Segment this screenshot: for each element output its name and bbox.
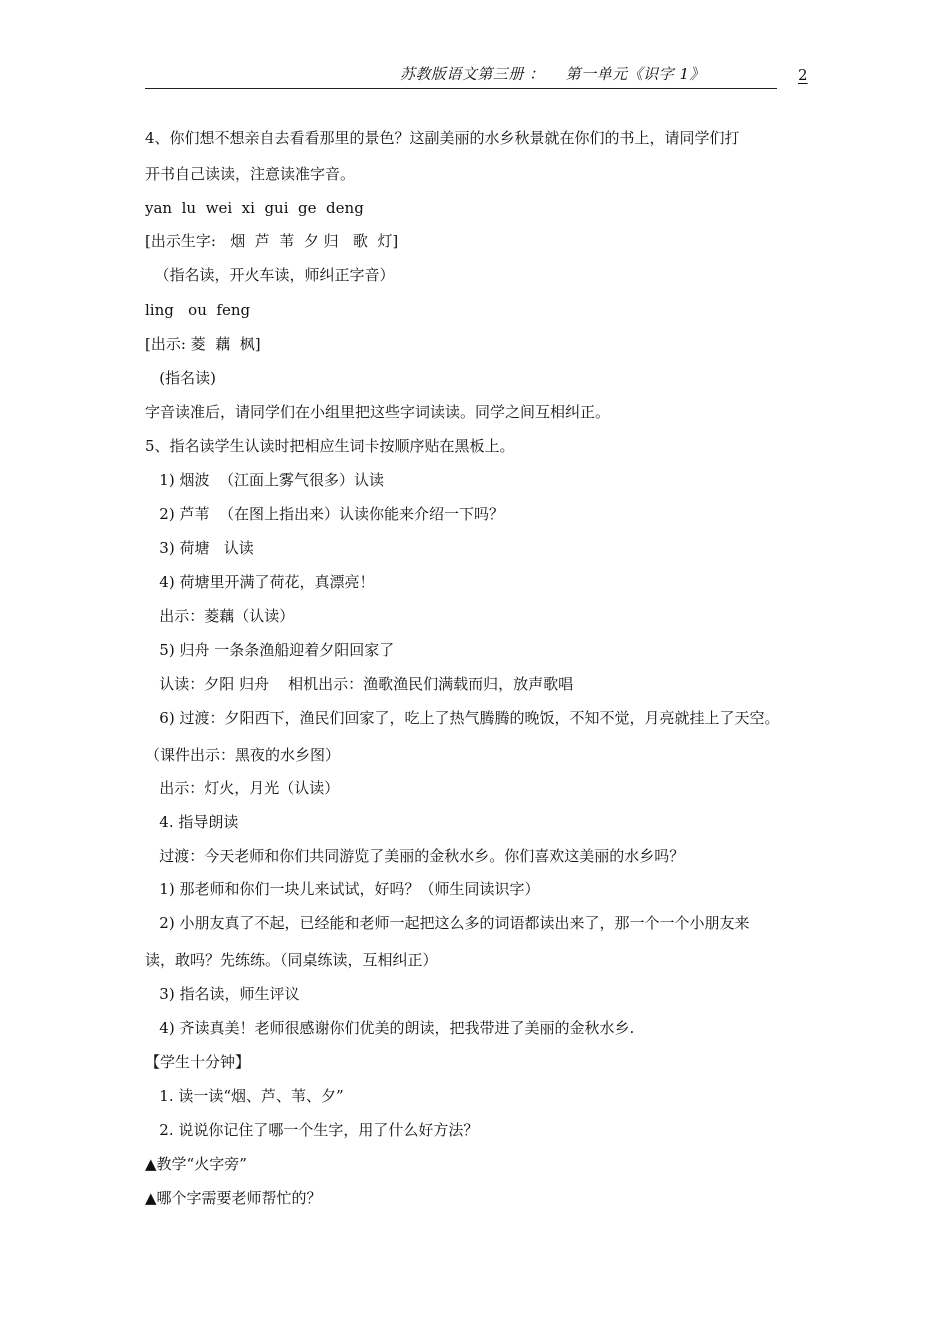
text-line: 4、你们想不想亲自去看看那里的景色？这副美丽的水乡秋景就在你们的书上，请同学们打 xyxy=(145,129,740,147)
text-line: ▲教学“火字旁” xyxy=(145,1155,247,1173)
text-line: ▲哪个字需要老师帮忙的？ xyxy=(145,1189,322,1207)
text-line: 开书自己读读，注意读准字音。 xyxy=(145,165,356,183)
page-number: 2 xyxy=(798,66,808,84)
text-line: 出示：菱藕（认读） xyxy=(145,607,295,625)
text-line: 字音读准后，请同学们在小组里把这些字词读读。同学之间互相纠正。 xyxy=(145,403,611,421)
list-item: 5) 归舟 一条条渔船迎着夕阳回家了 xyxy=(145,641,395,659)
list-item: 4) 荷塘里开满了荷花，真漂亮！ xyxy=(145,573,375,591)
text-line: 4. 指导朗读 xyxy=(145,813,239,831)
text-line: （课件出示：黑夜的水乡图） xyxy=(145,746,341,764)
text-line: 5、指名读学生认读时把相应生词卡按顺序贴在黑板上。 xyxy=(145,437,515,455)
list-item: 3) 指名读，师生评议 xyxy=(145,985,300,1003)
list-item: 6) 过渡：夕阳西下，渔民们回家了，吃上了热气腾腾的晚饭，不知不觉，月亮就挂上了天空。 xyxy=(145,709,780,727)
list-item: 2) 芦苇 （在图上指出来）认读你能来介绍一下吗？ xyxy=(145,505,505,523)
page-header xyxy=(145,62,777,89)
list-item: 1) 烟波 （江面上雾气很多）认读 xyxy=(145,471,385,489)
header-title: 苏教版语文第三册 ： 第一单元《识字 1》 xyxy=(399,65,705,83)
list-item: 4) 齐读真美！老师很感谢你们优美的朗读，把我带进了美丽的金秋水乡. xyxy=(145,1019,635,1037)
text-line: (指名读) xyxy=(145,369,217,387)
text-line: 过渡：今天老师和你们共同游览了美丽的金秋水乡。你们喜欢这美丽的水乡吗？ xyxy=(145,847,685,865)
section-heading: 【学生十分钟】 xyxy=(145,1053,251,1071)
list-item: 3) 荷塘 认读 xyxy=(145,539,254,557)
text-line: [出示: 菱 藕 枫] xyxy=(145,335,261,353)
pinyin-line: yan lu wei xi gui ge deng xyxy=(145,199,364,217)
text-line: 出示：灯火，月光（认读） xyxy=(145,779,340,797)
text-line: 读，敢吗？先练练。（同桌练读，互相纠正） xyxy=(145,951,438,969)
text-line: [出示生字: 烟 芦 苇 夕 归 歌 灯] xyxy=(145,232,399,250)
list-item: 1) 那老师和你们一块儿来试试，好吗？（师生同读识字） xyxy=(145,880,540,898)
list-item: 2. 说说你记住了哪一个生字，用了什么好方法？ xyxy=(145,1121,479,1139)
pinyin-line: ling ou feng xyxy=(145,301,251,319)
text-line: （指名读，开火车读，师纠正字音） xyxy=(145,266,395,284)
list-item: 2) 小朋友真了不起，已经能和老师一起把这么多的词语都读出来了，那一个一个小朋友来 xyxy=(145,914,750,932)
list-item: 1. 读一读“烟、芦、苇、夕” xyxy=(145,1087,344,1105)
text-line: 认读：夕阳 归舟 相机出示：渔歌渔民们满载而归，放声歌唱 xyxy=(145,675,574,693)
